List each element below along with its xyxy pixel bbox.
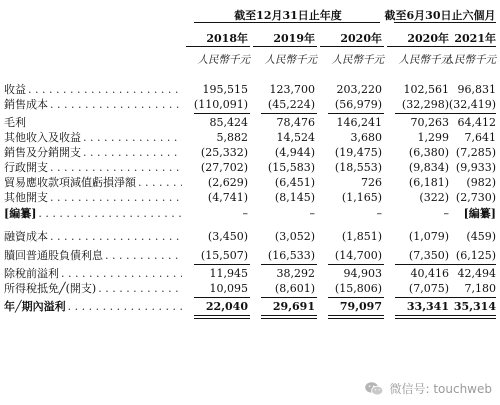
cell-value: (19,475) [334, 146, 382, 159]
cell-value: 123,700 [269, 83, 315, 96]
cell-value: (3,052) [274, 230, 315, 243]
subtotal-rule [440, 297, 496, 298]
cell-value: (6,125) [455, 249, 496, 262]
row-label: [編纂] [4, 207, 37, 220]
cell-value: (8,145) [274, 191, 315, 204]
cell-value: (1,165) [341, 191, 382, 204]
cell-value: (14,700) [334, 249, 382, 262]
cell-value: 38,292 [276, 267, 315, 280]
cell-value: (2,730) [455, 191, 496, 204]
wechat-watermark [364, 380, 492, 397]
group-header-annual: 截至12月31日止年度 [234, 9, 342, 22]
cell-value: (15,806) [334, 282, 382, 295]
row-label: 毛利 [4, 116, 26, 129]
subtotal-rule [328, 113, 384, 114]
subtotal-rule [194, 297, 250, 298]
cell-value: – [309, 207, 315, 220]
cell-value: 42,494 [457, 267, 496, 280]
row-label: 除稅前溢利 [4, 267, 59, 280]
cell-value: (7,075) [408, 282, 449, 295]
table-row-revenue [0, 82, 500, 97]
unit-label-2020-annual: 人民幣千元 [331, 54, 384, 66]
total-double-rule [328, 315, 384, 319]
row-label: 贖回普通股負債利息 [4, 249, 103, 262]
cell-value: (15,507) [200, 249, 248, 262]
watermark-text: 微信号: touchweb [389, 382, 492, 396]
cell-value: (7,285) [455, 146, 496, 159]
cell-value: 146,241 [336, 116, 382, 129]
wechat-icon [364, 381, 384, 397]
cell-value: [編纂] [463, 207, 496, 220]
row-label: 收益 [4, 83, 26, 96]
column-rule-2018 [186, 46, 250, 47]
row-label: 行政開支 [4, 161, 48, 174]
table-row-redemption-interest [0, 248, 500, 263]
subtotal-rule [440, 113, 496, 114]
subtotal-rule [328, 264, 384, 265]
group-header-interim: 截至6月30日止六個月 [384, 9, 496, 22]
subtotal-rule [328, 297, 384, 298]
cell-value: (45,224) [267, 98, 315, 111]
cell-value: (6,380) [408, 146, 449, 159]
cell-value: (8,601) [274, 282, 315, 295]
cell-value: (15,583) [267, 161, 315, 174]
table-row-income-tax [0, 281, 500, 296]
cell-value: 14,524 [276, 131, 315, 144]
column-header-2021-interim: 2021年 [454, 32, 496, 45]
table-row-other-income [0, 130, 500, 145]
cell-value: (459) [466, 230, 496, 243]
table-row-cost-of-sales [0, 97, 500, 112]
cell-value: (1,851) [341, 230, 382, 243]
cell-value: (18,553) [334, 161, 382, 174]
cell-value: 3,680 [350, 131, 382, 144]
cell-value: (25,332) [200, 146, 248, 159]
subtotal-rule [261, 264, 317, 265]
cell-value: (1,079) [408, 230, 449, 243]
cell-value: (6,451) [274, 176, 315, 189]
cell-value: 5,882 [216, 131, 248, 144]
table-row-gross-profit [0, 115, 500, 130]
unit-label-2019: 人民幣千元 [264, 54, 317, 66]
cell-value: 29,691 [272, 300, 315, 313]
column-header-2018: 2018年 [206, 32, 248, 45]
cell-value: – [376, 207, 382, 220]
subtotal-rule [194, 264, 250, 265]
cell-value: 96,831 [457, 83, 496, 96]
cell-value: (9,834) [408, 161, 449, 174]
table-row-net-profit [0, 299, 500, 314]
unit-label-2020-interim: 人民幣千元 [398, 54, 451, 66]
cell-value: 94,903 [343, 267, 382, 280]
subtotal-rule [261, 297, 317, 298]
row-label: 銷售及分銷開支 [4, 146, 81, 159]
total-double-rule [261, 315, 317, 319]
cell-value: 726 [361, 176, 382, 189]
cell-value: 195,515 [202, 83, 248, 96]
column-header-2020-interim: 2020年 [407, 32, 449, 45]
cell-value: 35,314 [453, 300, 496, 313]
unit-label-2021-interim: 人民幣千元 [443, 54, 496, 66]
cell-value: (4,741) [207, 191, 248, 204]
subtotal-rule [261, 113, 317, 114]
cell-value: 102,561 [403, 83, 449, 96]
table-row-other-expenses [0, 190, 500, 205]
group-rule-interim [394, 22, 496, 23]
row-label: 貿易應收款項減值虧損淨額 [4, 176, 136, 189]
cell-value: – [242, 207, 248, 220]
column-header-2019: 2019年 [273, 32, 315, 45]
cell-value: 203,220 [336, 83, 382, 96]
row-label: 其他收入及收益 [4, 131, 81, 144]
cell-value: (2,629) [207, 176, 248, 189]
cell-value: 64,412 [457, 116, 496, 129]
cell-value: (982) [466, 176, 496, 189]
row-label: 銷售成本 [4, 98, 48, 111]
row-label: 年╱期內溢利 [4, 300, 66, 313]
table-row-selling-expenses [0, 145, 500, 160]
cell-value: 78,476 [276, 116, 315, 129]
cell-value: (56,979) [334, 98, 382, 111]
total-double-rule [440, 315, 496, 319]
cell-value: (27,702) [200, 161, 248, 174]
cell-value: 22,040 [205, 300, 248, 313]
cell-value: (32,298) [401, 98, 449, 111]
column-rule-2019 [253, 46, 317, 47]
cell-value: 33,341 [406, 300, 449, 313]
cell-value: 1,299 [417, 131, 449, 144]
row-label: 融資成本 [4, 230, 48, 243]
group-rule-annual [194, 22, 380, 23]
total-double-rule [194, 315, 250, 319]
column-rule-2020-annual [320, 46, 384, 47]
column-header-2020-annual: 2020年 [340, 32, 382, 45]
cell-value: 70,263 [410, 116, 449, 129]
cell-value: 10,095 [209, 282, 248, 295]
table-row-profit-before-tax [0, 266, 500, 281]
cell-value: 7,641 [464, 131, 496, 144]
subtotal-rule [194, 113, 250, 114]
cell-value: 79,097 [339, 300, 382, 313]
unit-label-2018: 人民幣千元 [197, 54, 250, 66]
cell-value: (3,450) [207, 230, 248, 243]
cell-value: (7,350) [408, 249, 449, 262]
table-row-admin-expenses [0, 160, 500, 175]
cell-value: (16,533) [267, 249, 315, 262]
cell-value: – [443, 207, 449, 220]
cell-value: 11,945 [209, 267, 248, 280]
cell-value: (6,181) [408, 176, 449, 189]
table-row-impairment-losses [0, 175, 500, 190]
cell-value: (110,091) [193, 98, 248, 111]
subtotal-rule [440, 264, 496, 265]
cell-value: (322) [419, 191, 449, 204]
cell-value: 40,416 [410, 267, 449, 280]
cell-value: (4,944) [274, 146, 315, 159]
table-row-finance-costs [0, 229, 500, 244]
cell-value: 85,424 [209, 116, 248, 129]
row-label: 其他開支 [4, 191, 48, 204]
column-rule-2021-interim [432, 46, 496, 47]
cell-value: (9,933) [455, 161, 496, 174]
cell-value: 7,180 [464, 282, 496, 295]
row-label: 所得稅抵免╱(開支) [4, 282, 97, 295]
cell-value: (32,419) [448, 98, 496, 111]
table-row-redacted [0, 206, 500, 221]
